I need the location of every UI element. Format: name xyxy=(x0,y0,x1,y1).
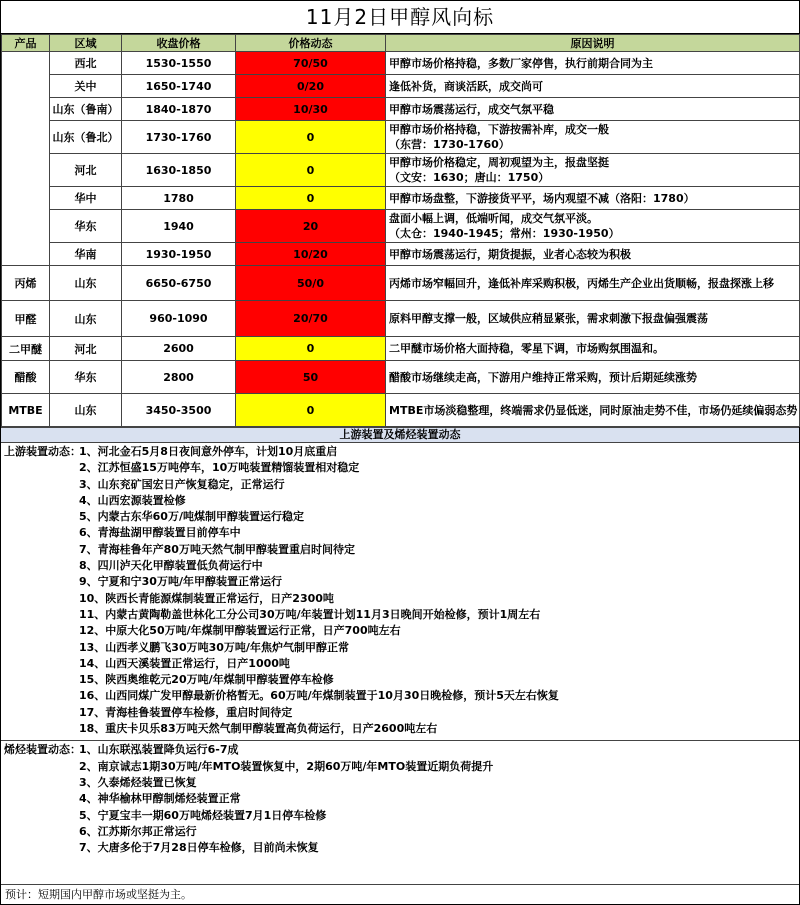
list-item-text: 5、内蒙古东华60万/吨煤制甲醇装置运行稳定 xyxy=(79,510,304,524)
reason-cell xyxy=(386,154,800,187)
product-cell: 甲醛 xyxy=(2,301,50,337)
price-cell: 1530-1550 xyxy=(122,52,236,75)
list-item-text: 1、山东联泓装置降负运行6-7成 xyxy=(79,743,239,757)
list-item xyxy=(1,525,799,541)
list-item-text: 4、山西宏源装置检修 xyxy=(79,493,186,507)
table-row xyxy=(2,121,800,154)
list-item xyxy=(1,656,799,672)
change-cell: 20 xyxy=(236,210,386,243)
reason-cell xyxy=(386,187,800,210)
price-cell: 6650-6750 xyxy=(122,266,236,301)
price-cell: 1940 xyxy=(122,210,236,243)
list-item-text: 5、宁夏宝丰一期60万吨烯烃装置7月1日停车检修 xyxy=(79,808,327,822)
list-item-text: 12、中原大化50万吨/年煤制甲醇装置运行正常，日产700吨左右 xyxy=(79,624,401,638)
list-item xyxy=(1,742,799,758)
upstream-dynamics xyxy=(1,443,799,740)
price-cell: 2800 xyxy=(122,361,236,394)
reason-line: 甲醇市场盘整，下游接货平平，场内观望不减（洛阳：1780） xyxy=(389,191,695,205)
reason-line: 逢低补货，商谈活跃，成交尚可 xyxy=(389,79,543,93)
table-row xyxy=(2,52,800,75)
reason-line: 丙烯市场窄幅回升，逢低补库采购积极，丙烯生产企业出货顺畅，报盘探涨上移 xyxy=(389,276,774,290)
list-item-text: 7、青海桂鲁年产80万吨天然气制甲醇装置重启时间待定 xyxy=(79,542,355,556)
reason-line: （东营：1730-1760） xyxy=(389,138,510,151)
list-item-text: 6、江苏斯尔邦正常运行 xyxy=(79,824,197,838)
list-item-text: 9、宁夏和宁30万吨/年甲醇装置正常运行 xyxy=(79,575,282,589)
reason-line: 甲醇市场震荡运行，期货提振，业者心态较为积极 xyxy=(389,247,631,261)
reason-cell xyxy=(386,52,800,75)
list-item xyxy=(1,705,799,721)
reason-line: 甲醇市场价格持稳，多数厂家停售，执行前期合同为主 xyxy=(389,56,653,70)
price-cell: 1730-1760 xyxy=(122,121,236,154)
list-item xyxy=(1,824,799,840)
list-item-text: 2、江苏恒盛15万吨停车，10万吨装置精馏装置相对稳定 xyxy=(79,461,360,475)
price-cell: 1840-1870 xyxy=(122,98,236,121)
region-cell: 山东 xyxy=(50,301,122,337)
region-cell: 山东 xyxy=(50,266,122,301)
reason-cell xyxy=(386,121,800,154)
list-item-text: 3、久泰烯烃装置已恢复 xyxy=(79,775,197,789)
reason-cell xyxy=(386,361,800,394)
table-row xyxy=(2,98,800,121)
change-cell: 20/70 xyxy=(236,301,386,337)
change-cell: 70/50 xyxy=(236,52,386,75)
list-item xyxy=(1,493,799,509)
change-cell: 10/20 xyxy=(236,243,386,266)
list-item xyxy=(1,640,799,656)
reason-cell xyxy=(386,98,800,121)
list-item xyxy=(1,574,799,590)
region-cell: 河北 xyxy=(50,154,122,187)
price-cell: 1930-1950 xyxy=(122,243,236,266)
change-cell: 0/20 xyxy=(236,75,386,98)
reason-line: （太仓：1940-1945；常州：1930-1950） xyxy=(389,227,620,240)
header-region: 区域 xyxy=(50,35,122,52)
reason-line: 甲醇市场价格持稳，下游按需补库，成交一般 xyxy=(389,123,609,136)
list-item-text: 11、内蒙古黄陶勒盖世林化工分公司30万吨/年装置计划11月3日晚间开始检修，预计1周左右 xyxy=(79,607,541,621)
list-item xyxy=(1,591,799,607)
reason-cell xyxy=(386,75,800,98)
change-cell: 0 xyxy=(236,337,386,361)
table-row xyxy=(2,301,800,337)
table-row xyxy=(2,337,800,361)
reason-cell xyxy=(386,266,800,301)
change-cell: 50 xyxy=(236,361,386,394)
list-item xyxy=(1,607,799,623)
list-item-text: 10、陕西长青能源煤制装置正常运行，日产2300吨 xyxy=(79,591,334,605)
list-item-text: 2、南京诚志1期30万吨/年MTO装置恢复中，2期60万吨/年MTO装置近期负荷提升 xyxy=(79,759,494,773)
reason-cell xyxy=(386,301,800,337)
price-cell: 3450-3500 xyxy=(122,394,236,427)
upstream-label: 上游装置动态： xyxy=(4,445,81,458)
forecast-note: 预计：短期国内甲醇市场或坚挺为主。 xyxy=(1,884,799,904)
change-cell: 0 xyxy=(236,394,386,427)
olefin-label: 烯烃装置动态： xyxy=(4,743,81,757)
reason-line: MTBE市场淡稳整理，终端需求仍显低迷，同时原油走势不佳，市场仍延续偏弱态势 xyxy=(389,403,798,417)
change-cell: 0 xyxy=(236,154,386,187)
list-item xyxy=(1,509,799,525)
product-cell: 二甲醚 xyxy=(2,337,50,361)
list-item xyxy=(1,460,799,476)
list-item-text: 4、神华榆林甲醇制烯烃装置正常 xyxy=(79,792,241,806)
list-item xyxy=(1,840,799,856)
region-cell: 关中 xyxy=(50,75,122,98)
table-row xyxy=(2,75,800,98)
list-item xyxy=(1,791,799,807)
list-item xyxy=(1,808,799,824)
list-item-text: 15、陕西奥维乾元20万吨/年煤制甲醇装置停车检修 xyxy=(79,673,334,687)
reason-line: 原料甲醇支撑一般，区域供应稍显紧张，需求刺激下报盘偏强震荡 xyxy=(389,312,708,325)
list-item xyxy=(1,688,799,704)
header-change: 价格动态 xyxy=(236,35,386,52)
reason-line: 甲醇市场震荡运行，成交气氛平稳 xyxy=(389,102,554,116)
region-cell: 河北 xyxy=(50,337,122,361)
list-item-text: 8、四川泸天化甲醇装置低负荷运行中 xyxy=(79,559,263,573)
header-reason: 原因说明 xyxy=(386,35,800,52)
header-price: 收盘价格 xyxy=(122,35,236,52)
reason-line: 二甲醚市场价格大面持稳，零星下调，市场购氛围温和。 xyxy=(389,342,664,355)
price-table xyxy=(1,34,800,427)
reason-line: （文安：1630；唐山：1750） xyxy=(389,171,550,184)
list-item-text: 18、重庆卡贝乐83万吨天然气制甲醇装置高负荷运行，日产2600吨左右 xyxy=(79,722,438,736)
section-title: 上游装置及烯烃装置动态 xyxy=(1,427,799,443)
region-cell: 华中 xyxy=(50,187,122,210)
list-item-text: 6、青海盐湖甲醇装置目前停车中 xyxy=(79,526,241,540)
header-product: 产品 xyxy=(2,35,50,52)
product-cell: 丙烯 xyxy=(2,266,50,301)
region-cell: 华东 xyxy=(50,361,122,394)
price-cell: 1630-1850 xyxy=(122,154,236,187)
reason-cell xyxy=(386,394,800,427)
list-item-text: 17、青海桂鲁装置停车检修，重启时间待定 xyxy=(79,705,293,719)
product-cell-methanol xyxy=(2,52,50,266)
table-body xyxy=(2,52,800,427)
list-item xyxy=(1,775,799,791)
change-cell: 10/30 xyxy=(236,98,386,121)
region-cell: 西北 xyxy=(50,52,122,75)
list-item-text: 1、河北金石5月8日夜间意外停车，计划10月底重启 xyxy=(79,445,338,458)
reason-cell xyxy=(386,337,800,361)
table-row xyxy=(2,266,800,301)
reason-cell xyxy=(386,210,800,243)
list-item xyxy=(1,444,799,460)
list-item xyxy=(1,542,799,558)
list-item-text: 13、山西孝义鹏飞30万吨30万吨/年焦炉气制甲醇正常 xyxy=(79,640,349,654)
table-row xyxy=(2,154,800,187)
change-cell: 0 xyxy=(236,121,386,154)
region-cell: 山东（鲁南） xyxy=(50,98,122,121)
list-item-text: 16、山西同煤广发甲醇最新价格暂无。60万吨/年煤制装置于10月30日晚检修，预计5天左右恢复 xyxy=(79,689,559,703)
list-item xyxy=(1,477,799,493)
change-cell: 50/0 xyxy=(236,266,386,301)
list-item-text: 3、山东兖矿国宏日产恢复稳定，正常运行 xyxy=(79,477,285,491)
olefin-dynamics xyxy=(1,740,799,859)
table-row xyxy=(2,187,800,210)
list-item xyxy=(1,721,799,737)
product-cell: 醋酸 xyxy=(2,361,50,394)
list-item xyxy=(1,759,799,775)
region-cell: 华东 xyxy=(50,210,122,243)
table-row xyxy=(2,243,800,266)
reason-line: 甲醇市场价格稳定，周初观望为主，报盘坚挺 xyxy=(389,156,609,169)
list-item xyxy=(1,672,799,688)
reason-line: 盘面小幅上调，低端听闻，成交气氛平淡。 xyxy=(389,212,598,225)
table-row xyxy=(2,394,800,427)
change-cell: 0 xyxy=(236,187,386,210)
list-item-text: 14、山西天溪装置正常运行，日产1000吨 xyxy=(79,656,290,670)
list-item-text: 7、大唐多伦于7月28日停车检修，目前尚未恢复 xyxy=(79,841,319,855)
reason-line: 醋酸市场继续走高，下游用户维持正常采购，预计后期延续涨势 xyxy=(389,370,697,384)
list-item xyxy=(1,558,799,574)
reason-cell xyxy=(386,243,800,266)
price-cell: 960-1090 xyxy=(122,301,236,337)
region-cell: 山东（鲁北） xyxy=(50,121,122,154)
table-row xyxy=(2,361,800,394)
table-row xyxy=(2,210,800,243)
list-item xyxy=(1,623,799,639)
price-cell: 1780 xyxy=(122,187,236,210)
region-cell: 华南 xyxy=(50,243,122,266)
region-cell: 山东 xyxy=(50,394,122,427)
price-cell: 2600 xyxy=(122,337,236,361)
report-title: 11月2日甲醇风向标 xyxy=(1,1,799,34)
price-cell: 1650-1740 xyxy=(122,75,236,98)
product-cell: MTBE xyxy=(2,394,50,427)
table-header-row xyxy=(2,35,800,52)
